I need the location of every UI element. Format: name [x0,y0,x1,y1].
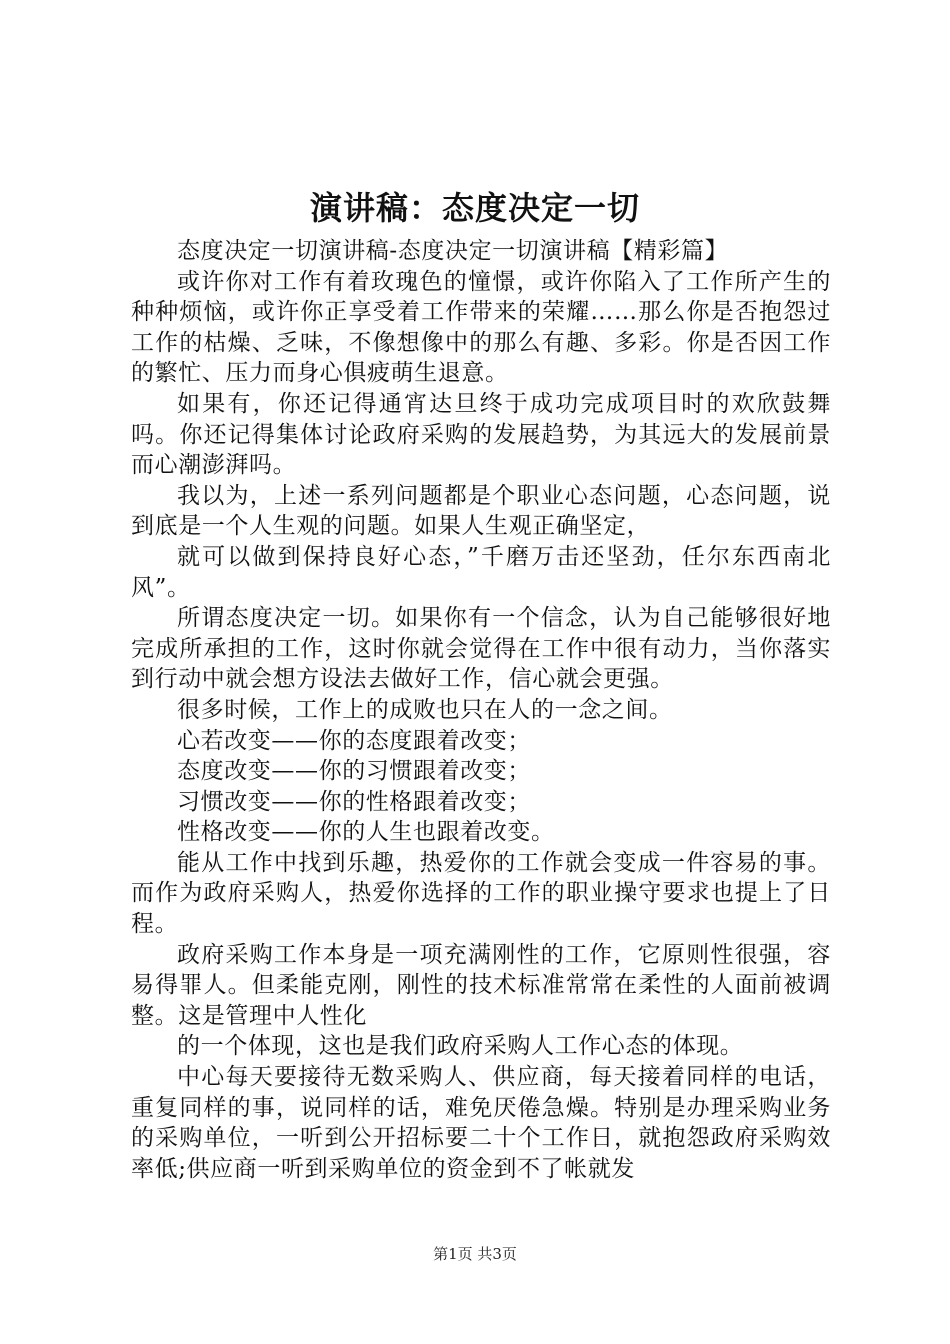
paragraph-subtitle: 态度决定一切演讲稿-态度决定一切演讲稿【精彩篇】 [177,238,729,264]
paragraph: 我以为，上述一系列问题都是个职业心态问题，心态问题，说到底是一个人生观的问题。如果人生观正确坚定， [131,482,831,540]
document-body [131,236,831,1184]
paragraph: 很多时候，工作上的成败也只在人的一念之间。 [177,696,673,723]
paragraph: 或许你对工作有着玫瑰色的憧憬，或许你陷入了工作所产生的种种烦恼，或许你正享受着工作带来的荣耀……那么你是否抱怨过工作的枯燥、乏味，不像想像中的那么有趣、多彩。你是否因工作的繁忙、压力而身心俱疲萌生退意。 [131,268,831,387]
paragraph: 能从工作中找到乐趣，热爱你的工作就会变成一件容易的事。而作为政府采购人，热爱你选择的工作的职业操守要求也提上了日程。 [131,849,831,938]
paragraph: 习惯改变——你的性格跟着改变； [177,788,531,815]
paragraph: 就可以做到保持良好心态，”千磨万击还坚劲，任尔东西南北风”。 [131,543,831,601]
paragraph: 的一个体现，这也是我们政府采购人工作心态的体现。 [177,1033,744,1060]
paragraph: 所谓态度决定一切。如果你有一个信念，认为自己能够很好地完成所承担的工作，这时你就会觉得在工作中很有动力，当你落实到行动中就会想方设法去做好工作，信心就会更强。 [131,605,831,693]
paragraph: 态度改变——你的习惯跟着改变； [177,758,531,785]
page-number-footer: 第1页 共3页 [433,1245,517,1263]
paragraph: 如果有，你还记得通宵达旦终于成功完成项目时的欢欣鼓舞吗。你还记得集体讨论政府采购的发展趋势，为其远大的发展前景而心潮澎湃吗。 [131,390,831,479]
document-title: 演讲稿：态度决定一切 [309,189,640,227]
paragraph: 心若改变——你的态度跟着改变； [177,727,531,754]
paragraph: 中心每天要接待无数采购人、供应商，每天接着同样的电话，重复同样的事，说同样的话，难免厌倦急燥。特别是办理采购业务的采购单位，一听到公开招标要二十个工作日，就抱怨政府采购效率低;供应商一听到采购单位的资金到不了帐就发 [131,1064,831,1182]
paragraph: 政府采购工作本身是一项充满刚性的工作，它原则性很强，容易得罪人。但柔能克刚，刚性的技术标准常常在柔性的人面前被调整。这是管理中人性化 [131,941,831,1029]
paragraph: 性格改变——你的人生也跟着改变。 [177,819,555,846]
